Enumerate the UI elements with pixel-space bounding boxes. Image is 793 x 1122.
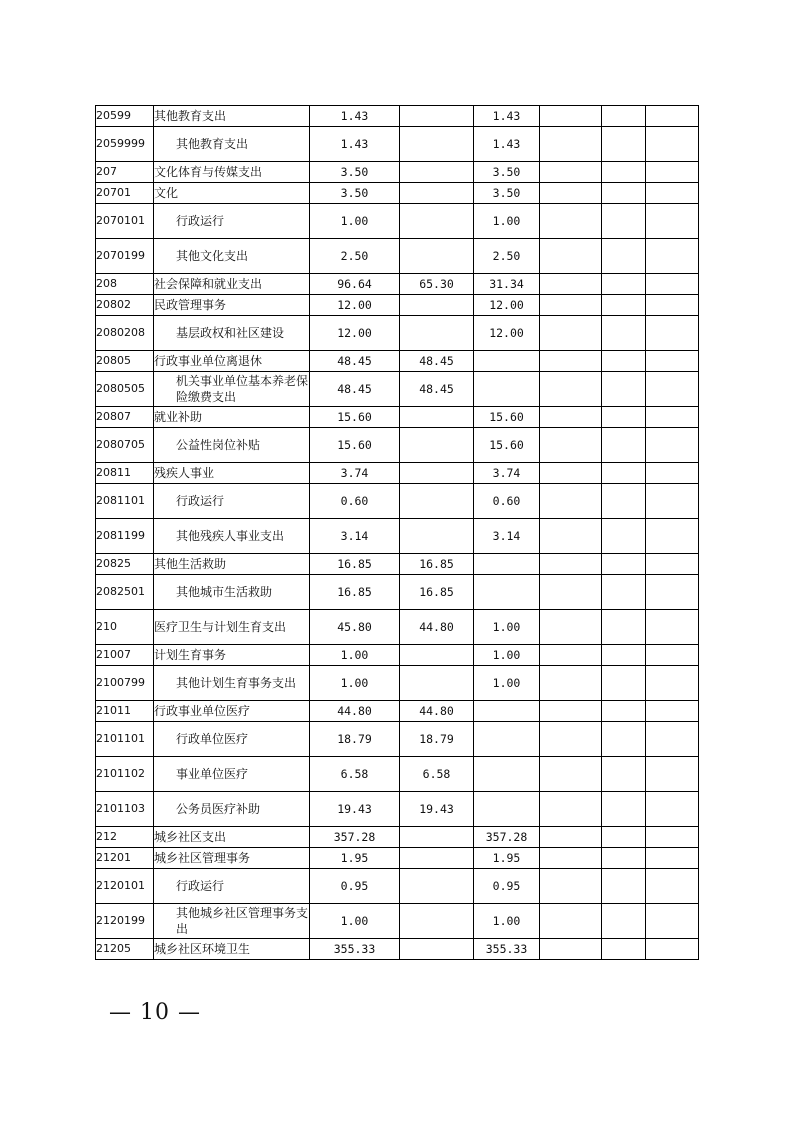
- basic-expenditure-cell: [400, 239, 474, 274]
- table-row: [96, 372, 699, 407]
- empty-cell: [646, 106, 699, 127]
- total-amount-cell: 12.00: [310, 295, 400, 316]
- empty-cell: [646, 463, 699, 484]
- total-amount-cell: 19.43: [310, 792, 400, 827]
- total-amount-cell: 15.60: [310, 428, 400, 463]
- empty-cell: [602, 372, 646, 407]
- subject-code-cell: 20802: [96, 295, 154, 316]
- basic-expenditure-cell: [400, 204, 474, 239]
- basic-expenditure-cell: [400, 162, 474, 183]
- empty-cell: [602, 757, 646, 792]
- subject-code-cell: 207: [96, 162, 154, 183]
- project-expenditure-cell: 12.00: [474, 295, 540, 316]
- total-amount-cell: 44.80: [310, 701, 400, 722]
- subject-name-cell: 医疗卫生与计划生育支出: [154, 610, 310, 645]
- subject-name-cell: 其他文化支出: [154, 239, 310, 274]
- empty-cell: [602, 428, 646, 463]
- empty-cell: [602, 666, 646, 701]
- total-amount-cell: 0.95: [310, 869, 400, 904]
- empty-cell: [646, 295, 699, 316]
- basic-expenditure-cell: 6.58: [400, 757, 474, 792]
- project-expenditure-cell: 1.00: [474, 204, 540, 239]
- budget-table-body: [96, 106, 699, 960]
- basic-expenditure-cell: [400, 183, 474, 204]
- total-amount-cell: 16.85: [310, 554, 400, 575]
- empty-cell: [646, 554, 699, 575]
- empty-cell: [540, 407, 602, 428]
- empty-cell: [602, 722, 646, 757]
- project-expenditure-cell: 1.95: [474, 848, 540, 869]
- project-expenditure-cell: 15.60: [474, 407, 540, 428]
- empty-cell: [646, 239, 699, 274]
- project-expenditure-cell: 0.95: [474, 869, 540, 904]
- basic-expenditure-cell: [400, 463, 474, 484]
- subject-code-cell: 20701: [96, 183, 154, 204]
- project-expenditure-cell: [474, 372, 540, 407]
- empty-cell: [540, 519, 602, 554]
- subject-code-cell: 2070199: [96, 239, 154, 274]
- subject-name-cell: 其他教育支出: [154, 106, 310, 127]
- empty-cell: [540, 127, 602, 162]
- subject-name-cell: 城乡社区管理事务: [154, 848, 310, 869]
- subject-name-cell: 就业补助: [154, 407, 310, 428]
- empty-cell: [540, 106, 602, 127]
- empty-cell: [646, 666, 699, 701]
- empty-cell: [602, 274, 646, 295]
- subject-name-cell: 其他生活救助: [154, 554, 310, 575]
- empty-cell: [602, 869, 646, 904]
- total-amount-cell: 3.14: [310, 519, 400, 554]
- empty-cell: [602, 106, 646, 127]
- empty-cell: [540, 848, 602, 869]
- empty-cell: [602, 162, 646, 183]
- basic-expenditure-cell: 48.45: [400, 351, 474, 372]
- subject-name-cell: 行政事业单位离退休: [154, 351, 310, 372]
- table-row: [96, 428, 699, 463]
- table-row: [96, 484, 699, 519]
- table-row: [96, 645, 699, 666]
- empty-cell: [540, 827, 602, 848]
- project-expenditure-cell: [474, 351, 540, 372]
- total-amount-cell: 48.45: [310, 372, 400, 407]
- basic-expenditure-cell: [400, 295, 474, 316]
- empty-cell: [646, 904, 699, 939]
- empty-cell: [602, 701, 646, 722]
- project-expenditure-cell: 3.50: [474, 162, 540, 183]
- project-expenditure-cell: [474, 757, 540, 792]
- subject-code-cell: 20807: [96, 407, 154, 428]
- basic-expenditure-cell: [400, 127, 474, 162]
- total-amount-cell: 1.00: [310, 645, 400, 666]
- empty-cell: [540, 295, 602, 316]
- empty-cell: [540, 610, 602, 645]
- project-expenditure-cell: 15.60: [474, 428, 540, 463]
- subject-code-cell: 2080505: [96, 372, 154, 407]
- project-expenditure-cell: 355.33: [474, 939, 540, 960]
- empty-cell: [540, 869, 602, 904]
- subject-name-cell: 公益性岗位补贴: [154, 428, 310, 463]
- subject-code-cell: 21201: [96, 848, 154, 869]
- subject-code-cell: 21011: [96, 701, 154, 722]
- empty-cell: [602, 827, 646, 848]
- project-expenditure-cell: 31.34: [474, 274, 540, 295]
- empty-cell: [540, 239, 602, 274]
- project-expenditure-cell: 1.43: [474, 106, 540, 127]
- table-row: [96, 827, 699, 848]
- table-row: [96, 904, 699, 939]
- empty-cell: [540, 904, 602, 939]
- table-row: [96, 848, 699, 869]
- empty-cell: [540, 274, 602, 295]
- basic-expenditure-cell: 16.85: [400, 554, 474, 575]
- total-amount-cell: 0.60: [310, 484, 400, 519]
- subject-name-cell: 其他教育支出: [154, 127, 310, 162]
- empty-cell: [646, 827, 699, 848]
- basic-expenditure-cell: [400, 827, 474, 848]
- project-expenditure-cell: [474, 722, 540, 757]
- basic-expenditure-cell: [400, 316, 474, 351]
- table-row: [96, 722, 699, 757]
- basic-expenditure-cell: [400, 106, 474, 127]
- table-row: [96, 274, 699, 295]
- empty-cell: [646, 869, 699, 904]
- subject-code-cell: 2080208: [96, 316, 154, 351]
- empty-cell: [540, 316, 602, 351]
- subject-code-cell: 2101103: [96, 792, 154, 827]
- subject-name-cell: 社会保障和就业支出: [154, 274, 310, 295]
- empty-cell: [602, 183, 646, 204]
- table-row: [96, 295, 699, 316]
- empty-cell: [646, 204, 699, 239]
- empty-cell: [602, 848, 646, 869]
- table-row: [96, 106, 699, 127]
- total-amount-cell: 3.74: [310, 463, 400, 484]
- subject-code-cell: 2070101: [96, 204, 154, 239]
- empty-cell: [540, 372, 602, 407]
- subject-code-cell: 2120101: [96, 869, 154, 904]
- subject-code-cell: 2080705: [96, 428, 154, 463]
- empty-cell: [602, 316, 646, 351]
- subject-code-cell: 2101101: [96, 722, 154, 757]
- total-amount-cell: 1.00: [310, 666, 400, 701]
- table-row: [96, 183, 699, 204]
- project-expenditure-cell: 1.00: [474, 610, 540, 645]
- table-row: [96, 519, 699, 554]
- basic-expenditure-cell: [400, 407, 474, 428]
- total-amount-cell: 1.00: [310, 204, 400, 239]
- empty-cell: [602, 204, 646, 239]
- empty-cell: [602, 407, 646, 428]
- empty-cell: [646, 645, 699, 666]
- empty-cell: [646, 372, 699, 407]
- basic-expenditure-cell: 16.85: [400, 575, 474, 610]
- subject-name-cell: 残疾人事业: [154, 463, 310, 484]
- basic-expenditure-cell: 19.43: [400, 792, 474, 827]
- total-amount-cell: 2.50: [310, 239, 400, 274]
- subject-name-cell: 行政事业单位医疗: [154, 701, 310, 722]
- table-row: [96, 939, 699, 960]
- total-amount-cell: 18.79: [310, 722, 400, 757]
- subject-name-cell: 行政运行: [154, 869, 310, 904]
- table-row: [96, 407, 699, 428]
- empty-cell: [602, 239, 646, 274]
- subject-code-cell: 21205: [96, 939, 154, 960]
- project-expenditure-cell: 3.74: [474, 463, 540, 484]
- subject-name-cell: 行政运行: [154, 204, 310, 239]
- empty-cell: [646, 274, 699, 295]
- total-amount-cell: 12.00: [310, 316, 400, 351]
- table-row: [96, 554, 699, 575]
- subject-code-cell: 20811: [96, 463, 154, 484]
- subject-name-cell: 其他残疾人事业支出: [154, 519, 310, 554]
- total-amount-cell: 1.43: [310, 106, 400, 127]
- table-row: [96, 666, 699, 701]
- empty-cell: [540, 162, 602, 183]
- empty-cell: [540, 463, 602, 484]
- empty-cell: [646, 407, 699, 428]
- total-amount-cell: 3.50: [310, 162, 400, 183]
- empty-cell: [602, 792, 646, 827]
- empty-cell: [646, 792, 699, 827]
- project-expenditure-cell: 1.00: [474, 666, 540, 701]
- basic-expenditure-cell: 48.45: [400, 372, 474, 407]
- subject-code-cell: 2081101: [96, 484, 154, 519]
- empty-cell: [602, 295, 646, 316]
- empty-cell: [646, 428, 699, 463]
- subject-name-cell: 计划生育事务: [154, 645, 310, 666]
- subject-code-cell: 212: [96, 827, 154, 848]
- project-expenditure-cell: 12.00: [474, 316, 540, 351]
- empty-cell: [540, 484, 602, 519]
- basic-expenditure-cell: [400, 519, 474, 554]
- total-amount-cell: 45.80: [310, 610, 400, 645]
- empty-cell: [646, 316, 699, 351]
- empty-cell: [602, 127, 646, 162]
- empty-cell: [540, 554, 602, 575]
- empty-cell: [540, 204, 602, 239]
- basic-expenditure-cell: 44.80: [400, 610, 474, 645]
- subject-code-cell: 2082501: [96, 575, 154, 610]
- subject-name-cell: 其他城市生活救助: [154, 575, 310, 610]
- empty-cell: [540, 701, 602, 722]
- empty-cell: [602, 484, 646, 519]
- empty-cell: [646, 351, 699, 372]
- empty-cell: [646, 162, 699, 183]
- total-amount-cell: 3.50: [310, 183, 400, 204]
- basic-expenditure-cell: [400, 645, 474, 666]
- table-row: [96, 204, 699, 239]
- table-row: [96, 351, 699, 372]
- subject-name-cell: 其他计划生育事务支出: [154, 666, 310, 701]
- project-expenditure-cell: 357.28: [474, 827, 540, 848]
- empty-cell: [646, 183, 699, 204]
- total-amount-cell: 357.28: [310, 827, 400, 848]
- table-row: [96, 127, 699, 162]
- empty-cell: [646, 939, 699, 960]
- table-row: [96, 239, 699, 274]
- empty-cell: [602, 645, 646, 666]
- basic-expenditure-cell: [400, 666, 474, 701]
- empty-cell: [540, 722, 602, 757]
- empty-cell: [602, 904, 646, 939]
- basic-expenditure-cell: [400, 869, 474, 904]
- project-expenditure-cell: [474, 554, 540, 575]
- empty-cell: [646, 757, 699, 792]
- basic-expenditure-cell: 44.80: [400, 701, 474, 722]
- table-row: [96, 575, 699, 610]
- subject-name-cell: 事业单位医疗: [154, 757, 310, 792]
- project-expenditure-cell: [474, 575, 540, 610]
- subject-name-cell: 行政运行: [154, 484, 310, 519]
- page-number: — 10 —: [109, 1000, 201, 1025]
- table-row: [96, 792, 699, 827]
- empty-cell: [540, 792, 602, 827]
- budget-table: [95, 105, 699, 960]
- empty-cell: [602, 575, 646, 610]
- empty-cell: [602, 519, 646, 554]
- subject-code-cell: 2081199: [96, 519, 154, 554]
- project-expenditure-cell: [474, 792, 540, 827]
- empty-cell: [646, 610, 699, 645]
- basic-expenditure-cell: 65.30: [400, 274, 474, 295]
- empty-cell: [646, 484, 699, 519]
- subject-name-cell: 机关事业单位基本养老保险缴费支出: [154, 372, 310, 407]
- empty-cell: [540, 939, 602, 960]
- subject-code-cell: 2059999: [96, 127, 154, 162]
- total-amount-cell: 48.45: [310, 351, 400, 372]
- table-row: [96, 757, 699, 792]
- empty-cell: [602, 554, 646, 575]
- subject-code-cell: 20599: [96, 106, 154, 127]
- total-amount-cell: 1.43: [310, 127, 400, 162]
- empty-cell: [602, 939, 646, 960]
- subject-name-cell: 行政单位医疗: [154, 722, 310, 757]
- total-amount-cell: 15.60: [310, 407, 400, 428]
- subject-code-cell: 2101102: [96, 757, 154, 792]
- total-amount-cell: 1.00: [310, 904, 400, 939]
- subject-code-cell: 208: [96, 274, 154, 295]
- empty-cell: [646, 575, 699, 610]
- subject-code-cell: 20825: [96, 554, 154, 575]
- subject-name-cell: 文化: [154, 183, 310, 204]
- project-expenditure-cell: [474, 701, 540, 722]
- basic-expenditure-cell: [400, 484, 474, 519]
- empty-cell: [646, 519, 699, 554]
- total-amount-cell: 96.64: [310, 274, 400, 295]
- total-amount-cell: 355.33: [310, 939, 400, 960]
- project-expenditure-cell: 0.60: [474, 484, 540, 519]
- table-row: [96, 869, 699, 904]
- subject-name-cell: 公务员医疗补助: [154, 792, 310, 827]
- basic-expenditure-cell: [400, 904, 474, 939]
- project-expenditure-cell: 1.00: [474, 645, 540, 666]
- empty-cell: [646, 722, 699, 757]
- project-expenditure-cell: 1.00: [474, 904, 540, 939]
- subject-code-cell: 2120199: [96, 904, 154, 939]
- subject-name-cell: 文化体育与传媒支出: [154, 162, 310, 183]
- table-row: [96, 701, 699, 722]
- table-row: [96, 316, 699, 351]
- basic-expenditure-cell: [400, 939, 474, 960]
- basic-expenditure-cell: 18.79: [400, 722, 474, 757]
- empty-cell: [540, 428, 602, 463]
- total-amount-cell: 16.85: [310, 575, 400, 610]
- empty-cell: [602, 463, 646, 484]
- basic-expenditure-cell: [400, 848, 474, 869]
- subject-name-cell: 城乡社区支出: [154, 827, 310, 848]
- subject-name-cell: 民政管理事务: [154, 295, 310, 316]
- subject-code-cell: 2100799: [96, 666, 154, 701]
- empty-cell: [540, 645, 602, 666]
- empty-cell: [540, 575, 602, 610]
- subject-name-cell: 其他城乡社区管理事务支出: [154, 904, 310, 939]
- project-expenditure-cell: 1.43: [474, 127, 540, 162]
- subject-name-cell: 城乡社区环境卫生: [154, 939, 310, 960]
- empty-cell: [540, 757, 602, 792]
- empty-cell: [646, 127, 699, 162]
- total-amount-cell: 6.58: [310, 757, 400, 792]
- empty-cell: [602, 610, 646, 645]
- table-row: [96, 610, 699, 645]
- empty-cell: [602, 351, 646, 372]
- empty-cell: [540, 351, 602, 372]
- subject-code-cell: 21007: [96, 645, 154, 666]
- project-expenditure-cell: 3.14: [474, 519, 540, 554]
- project-expenditure-cell: 2.50: [474, 239, 540, 274]
- subject-code-cell: 210: [96, 610, 154, 645]
- basic-expenditure-cell: [400, 428, 474, 463]
- subject-code-cell: 20805: [96, 351, 154, 372]
- empty-cell: [646, 848, 699, 869]
- total-amount-cell: 1.95: [310, 848, 400, 869]
- subject-name-cell: 基层政权和社区建设: [154, 316, 310, 351]
- table-row: [96, 162, 699, 183]
- table-row: [96, 463, 699, 484]
- project-expenditure-cell: 3.50: [474, 183, 540, 204]
- empty-cell: [540, 183, 602, 204]
- empty-cell: [540, 666, 602, 701]
- empty-cell: [646, 701, 699, 722]
